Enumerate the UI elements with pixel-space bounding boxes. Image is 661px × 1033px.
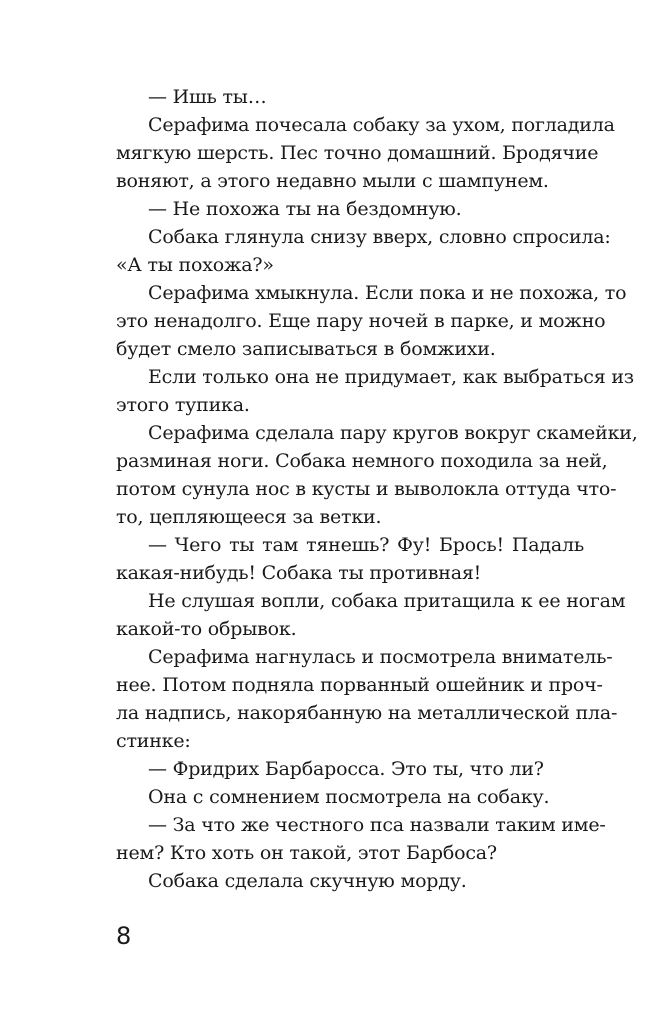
text-line: ла надпись, накорябанную на металлической пла- xyxy=(116,702,618,724)
text-line: разминая ноги. Собака немного походила за ней, xyxy=(116,450,608,472)
text-line: — Фридрих Барбаросса. Это ты, что ли? xyxy=(148,758,544,780)
text-line: будет смело записываться в бомжихи. xyxy=(116,338,496,360)
text-line: это ненадолго. Еще пару ночей в парке, и можно xyxy=(116,310,606,332)
text-line: Она с сомнением посмотрела на собаку. xyxy=(148,786,550,808)
text-line: нее. Потом подняла порванный ошейник и проч- xyxy=(116,674,603,696)
text-line: мягкую шерсть. Пес точно домашний. Бродячие xyxy=(116,142,599,164)
text-line: Собака сделала скучную морду. xyxy=(148,870,467,892)
text-line: — За что же честного пса назвали таким име- xyxy=(148,814,606,836)
text-line: то, цепляющееся за ветки. xyxy=(116,506,382,528)
text-line: воняют, а этого недавно мыли с шампунем. xyxy=(116,170,549,192)
text-line: Не слушая вопли, собака притащила к ее ногам xyxy=(148,590,626,612)
page-number: 8 xyxy=(116,922,132,950)
text-line: Собака глянула снизу вверх, словно спросила: xyxy=(148,226,611,248)
text-line: какая-нибудь! Собака ты противная! xyxy=(116,562,482,584)
text-line: этого тупика. xyxy=(116,394,250,416)
text-line: «А ты похожа?» xyxy=(116,254,274,276)
page-body-text xyxy=(116,83,638,895)
text-line: Серафима хмыкнула. Если пока и не похожа, то xyxy=(148,282,627,304)
text-line: — Ишь ты… xyxy=(148,86,267,108)
text-line: стинке: xyxy=(116,730,191,752)
text-line: какой-то обрывок. xyxy=(116,618,297,640)
text-line: Серафима почесала собаку за ухом, погладила xyxy=(148,114,615,136)
text-line: нем? Кто хоть он такой, этот Барбоса? xyxy=(116,842,497,864)
text-line: потом сунула нос в кусты и выволокла оттуда что- xyxy=(116,478,617,500)
text-line: Если только она не придумает, как выбраться из xyxy=(148,366,634,388)
text-line: — Чего ты там тянешь? Фу! Брось! Падаль xyxy=(148,534,584,556)
text-line: Серафима сделала пару кругов вокруг скамейки, xyxy=(148,422,638,444)
text-line: Серафима нагнулась и посмотрела вниматель- xyxy=(148,646,613,668)
text-line: — Не похожа ты на бездомную. xyxy=(148,198,462,220)
